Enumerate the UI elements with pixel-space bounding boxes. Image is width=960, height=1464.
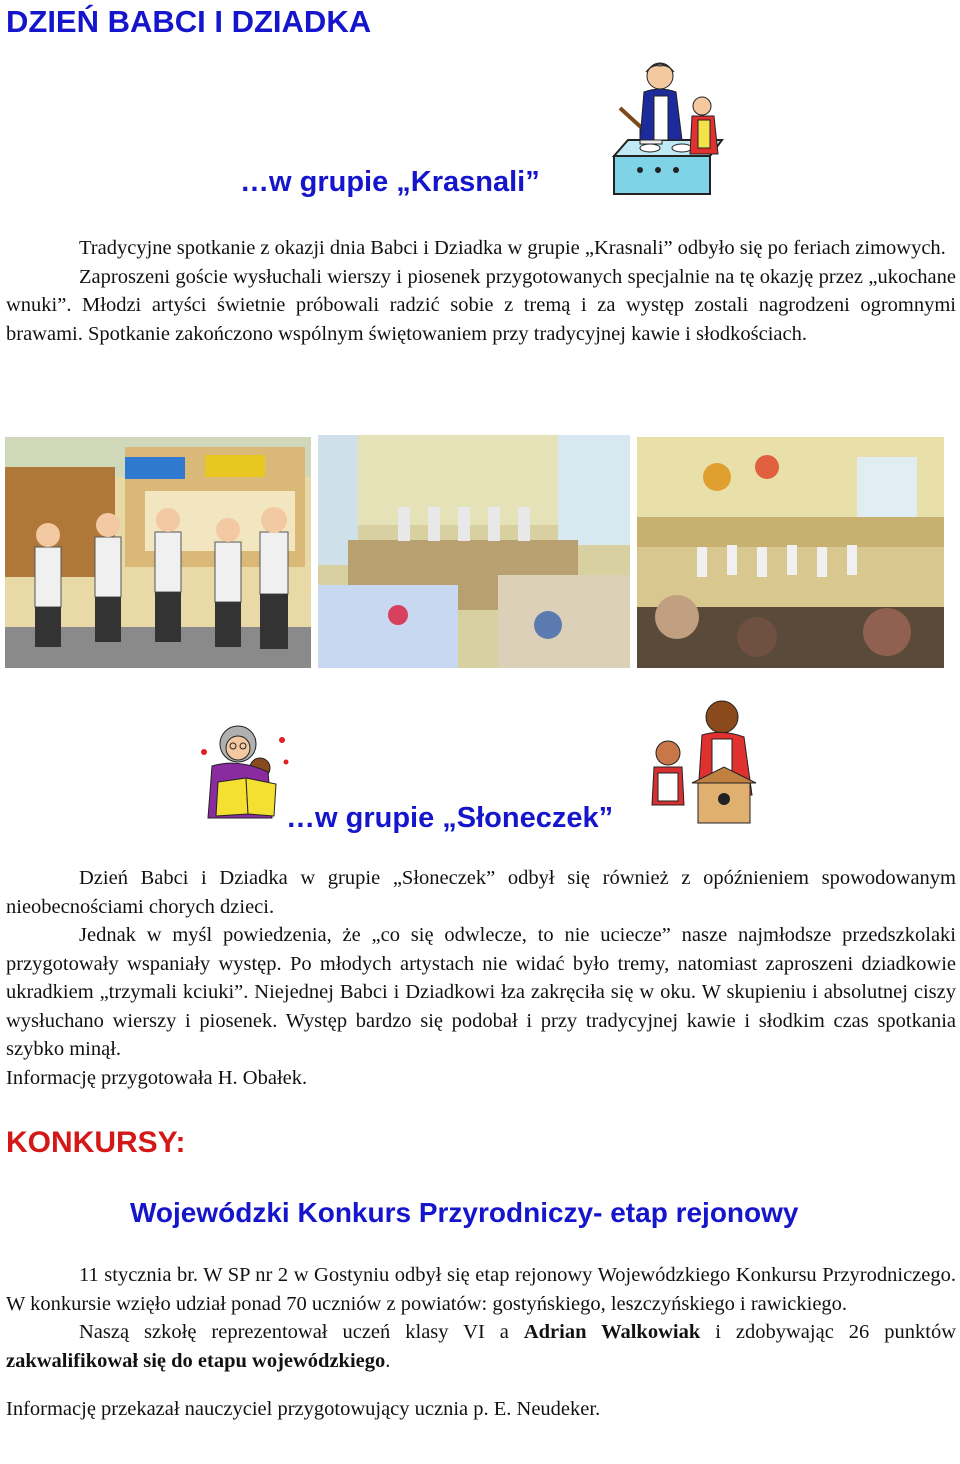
grandpa-birdhouse-clipart bbox=[640, 695, 764, 828]
qualification-text: zakwalifikował się do etapu wojewódzkiego bbox=[6, 1349, 386, 1372]
konkursy-paragraph-1: 11 stycznia br. W SP nr 2 w Gostyniu odbył się etap rejonowy Wojewódzkiego Konkursu Przyrodniczego. W konkursie wzięło udział ponad 70 uczniów z powiatów: gostyńskiego, leszczyńskiego i rawickiego. bbox=[6, 1264, 956, 1315]
page-title: DZIEŃ BABCI I DZIADKA bbox=[6, 4, 372, 39]
student-name: Adrian Walkowiak bbox=[523, 1321, 701, 1343]
grandma-cooking-clipart bbox=[610, 58, 728, 198]
sloneczek-author: Informację przygotowała H. Obałek. bbox=[6, 1066, 308, 1089]
konkursy-heading: KONKURSY: bbox=[6, 1126, 186, 1159]
sloneczek-paragraph-2: Jednak w myśl powiedzenia, że „co się odwlecze, to nie uciecze” nasze najmłodsze przedszkolaki przygotowały wspaniały występ. Po młodych artystach nie widać było tremy, natomiast zaproszeni dziadkowie ukradkiem „trzymali kciuki”. Niejednej Babci i Dziadkowi łza zakręciła się w oku. W skupieniu i absolutnej ciszy wysłuchano wierszy i piosenek. Występ bardzo się podobał i przy tradycyjnej kawie i słodkim czas spotkania szybko minął. bbox=[6, 924, 956, 1060]
krasnali-heading: …w grupie „Krasnali” bbox=[240, 166, 540, 198]
photo-classroom-tables bbox=[318, 435, 630, 668]
konkursy-p2-end: . bbox=[385, 1349, 391, 1372]
krasnali-paragraph-2: Zaproszeni goście wysłuchali wierszy i piosenek przygotowanych specjalnie na tę okazję przez „ukochane wnuki”. Młodzi artyści świetnie próbowali radzić sobie z tremą i za występ zostali nagrodzeni ogromnymi brawami. Spotkanie zakończono wspólnym świętowaniem przy tradycyjnej kawie i słodkościach. bbox=[6, 265, 956, 345]
sloneczek-heading: …w grupie „Słoneczek” bbox=[286, 802, 614, 834]
konkursy-p2-part-a: Naszą szkołę reprezentował uczeń klasy VI a bbox=[79, 1321, 524, 1343]
grandma-reading-clipart bbox=[198, 722, 293, 820]
photo-children-singing bbox=[5, 437, 311, 668]
krasnali-paragraph-1: Tradycyjne spotkanie z okazji dnia Babci i Dziadka w grupie „Krasnali” odbyło się po feriach zimowych. bbox=[79, 237, 946, 259]
krasnali-text bbox=[6, 234, 956, 348]
konkursy-text bbox=[6, 1261, 956, 1424]
sloneczek-paragraph-1: Dzień Babci i Dziadka w grupie „Słoneczek” odbył się również z opóźnieniem spowodowanym nieobecnościami chorych dzieci. bbox=[6, 867, 956, 918]
sloneczek-text bbox=[6, 864, 956, 1092]
konkursy-author: Informację przekazał nauczyciel przygotowujący ucznia p. E. Neudeker. bbox=[6, 1398, 601, 1420]
konkursy-paragraph-2 bbox=[6, 1318, 956, 1375]
konkursy-p2-part-b: i zdobywając 26 punktów bbox=[700, 1321, 956, 1343]
contest-subheading: Wojewódzki Konkurs Przyrodniczy- etap rejonowy bbox=[130, 1197, 799, 1228]
photo-children-circle bbox=[637, 437, 944, 668]
